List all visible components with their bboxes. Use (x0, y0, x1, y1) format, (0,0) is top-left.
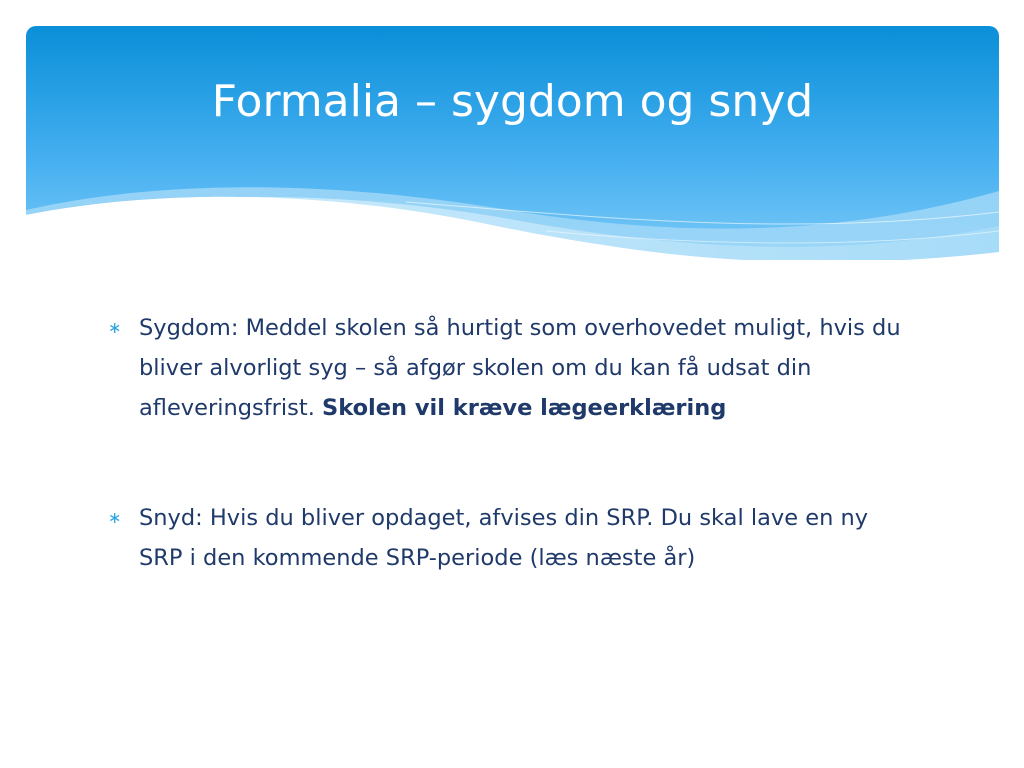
header-banner (26, 26, 999, 260)
wave-background (26, 26, 999, 260)
bullet-item-snyd (108, 498, 908, 578)
bullet-text: Sygdom: Meddel skolen så hurtigt som overhovedet muligt, hvis du bliver alvorligt syg – så afgør skolen om du kan få udsat din afleveringsfrist. (139, 315, 901, 421)
bullet-item-sygdom (108, 308, 908, 428)
asterisk-bullet-icon: ∗ (108, 508, 122, 527)
asterisk-bullet-icon: ∗ (108, 318, 122, 337)
slide-title: Formalia – sygdom og snyd (211, 76, 814, 127)
bullet-emphasis: Skolen vil kræve lægeerklæring (322, 395, 727, 421)
bullet-list (108, 308, 908, 648)
bullet-text: Snyd: Hvis du bliver opdaget, afvises din SRP. Du skal lave en ny SRP i den kommende SRP-periode (læs næste år) (139, 505, 869, 571)
